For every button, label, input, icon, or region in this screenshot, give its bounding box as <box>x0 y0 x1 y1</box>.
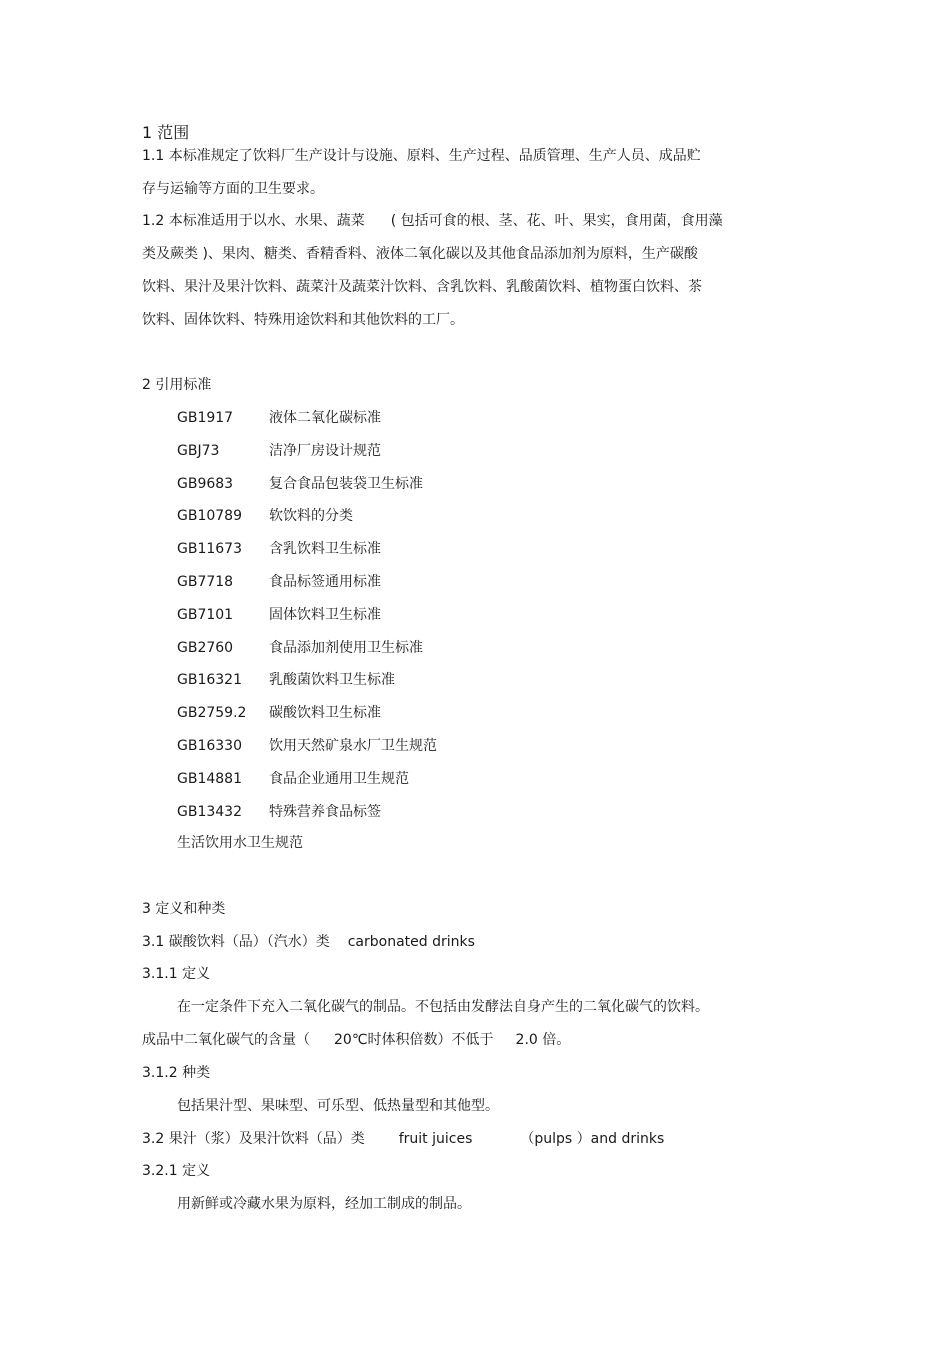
reference-title: 固体饮料卫生标准 <box>269 607 381 623</box>
section-1-heading: 1 范围 <box>142 123 190 142</box>
clause-3-1-1: 3.1.1 定义 <box>142 966 211 982</box>
definition-3-1-part-a: 成品中二氧化碳气的含量（ <box>142 1032 310 1048</box>
clause-1-2-line-3: 饮料、果汁及果汁饮料、蔬菜汁及蔬菜汁饮料、含乳饮料、乳酸菌饮料、植物蛋白饮料、茶 <box>142 279 702 295</box>
clause-3-1 <box>142 933 475 951</box>
clause-3-2 <box>142 1130 664 1148</box>
reference-item <box>177 671 395 689</box>
clause-3-2-1: 3.2.1 定义 <box>142 1163 211 1179</box>
clause-1-2-line-2: 类及蕨类 )、果肉、糖类、香精香料、液体二氧化碳以及其他食品添加剂为原料，生产碳酸 <box>142 246 698 262</box>
reference-code: GB7718 <box>177 574 234 590</box>
reference-title: 碳酸饮料卫生标准 <box>269 705 381 721</box>
clause-1-1-line-2: 存与运输等方面的卫生要求。 <box>142 181 324 197</box>
clause-3-2-en-b: （pulps ）and drinks <box>520 1131 665 1147</box>
clause-1-2-text-b: ( 包括可食的根、茎、花、叶、果实，食用菌，食用藻 <box>390 213 723 229</box>
reference-code: GB10789 <box>177 508 242 524</box>
reference-item <box>177 737 437 755</box>
clause-3-1-en: carbonated drinks <box>347 934 475 950</box>
reference-title: 乳酸菌饮料卫生标准 <box>269 672 395 688</box>
reference-code: GBJ73 <box>177 443 220 459</box>
reference-item <box>177 704 381 722</box>
reference-code: GB11673 <box>177 541 242 557</box>
reference-title: 食品企业通用卫生规范 <box>269 771 409 787</box>
clause-1-2-line-4: 饮料、固体饮料、特殊用途饮料和其他饮料的工厂。 <box>142 312 464 328</box>
reference-code: GB7101 <box>177 607 234 623</box>
definition-3-1-part-c: 2.0 倍。 <box>515 1032 571 1048</box>
definition-3-1-line-2 <box>142 1031 570 1049</box>
reference-code: GB2760 <box>177 640 234 656</box>
reference-code: GB13432 <box>177 804 242 820</box>
reference-item <box>177 606 381 624</box>
reference-title: 食品添加剂使用卫生标准 <box>269 640 423 656</box>
section-3-heading: 3 定义和种类 <box>142 901 226 917</box>
clause-1-1-line-1: 1.1 本标准规定了饮料厂生产设计与设施、原料、生产过程、品质管理、生产人员、成品贮 <box>142 148 701 164</box>
clause-1-2-line-1 <box>142 212 723 230</box>
reference-code: GB16330 <box>177 738 242 754</box>
clause-3-2-cn: 3.2 果汁（浆）及果汁饮料（品）类 <box>142 1131 365 1147</box>
types-3-1: 包括果汁型、果味型、可乐型、低热量型和其他型。 <box>177 1098 499 1114</box>
definition-3-1-part-b: 20℃时体积倍数）不低于 <box>334 1032 494 1048</box>
reference-item <box>177 770 409 788</box>
definition-3-1-line-1: 在一定条件下充入二氧化碳气的制品。不包括由发酵法自身产生的二氧化碳气的饮料。 <box>177 999 709 1015</box>
reference-item <box>177 507 353 525</box>
reference-last-item: 生活饮用水卫生规范 <box>177 835 303 851</box>
reference-item <box>177 639 423 657</box>
reference-item <box>177 409 381 427</box>
section-2-heading: 2 引用标准 <box>142 377 212 393</box>
reference-item <box>177 475 423 493</box>
reference-title: 饮用天然矿泉水厂卫生规范 <box>269 738 437 754</box>
reference-title: 特殊营养食品标签 <box>269 804 381 820</box>
clause-3-1-cn: 3.1 碳酸饮料（品）（汽水）类 <box>142 934 330 950</box>
reference-code: GB9683 <box>177 476 234 492</box>
reference-title: 软饮料的分类 <box>269 508 353 524</box>
reference-item <box>177 442 381 460</box>
reference-title: 含乳饮料卫生标准 <box>269 541 381 557</box>
reference-code: GB14881 <box>177 771 242 787</box>
definition-3-2: 用新鲜或冷藏水果为原料，经加工制成的制品。 <box>177 1196 471 1212</box>
clause-1-2-text-a: 1.2 本标准适用于以水、水果、蔬菜 <box>142 213 365 229</box>
reference-title: 洁净厂房设计规范 <box>269 443 381 459</box>
reference-code: GB1917 <box>177 410 234 426</box>
clause-3-1-2: 3.1.2 种类 <box>142 1065 211 1081</box>
reference-item <box>177 540 381 558</box>
reference-code: GB2759.2 <box>177 705 247 721</box>
reference-code: GB16321 <box>177 672 242 688</box>
reference-title: 食品标签通用标准 <box>269 574 381 590</box>
reference-title: 液体二氧化碳标准 <box>269 410 381 426</box>
reference-title: 复合食品包装袋卫生标准 <box>269 476 423 492</box>
reference-item <box>177 573 381 591</box>
reference-item <box>177 803 381 821</box>
clause-3-2-en-a: fruit juices <box>398 1131 473 1147</box>
